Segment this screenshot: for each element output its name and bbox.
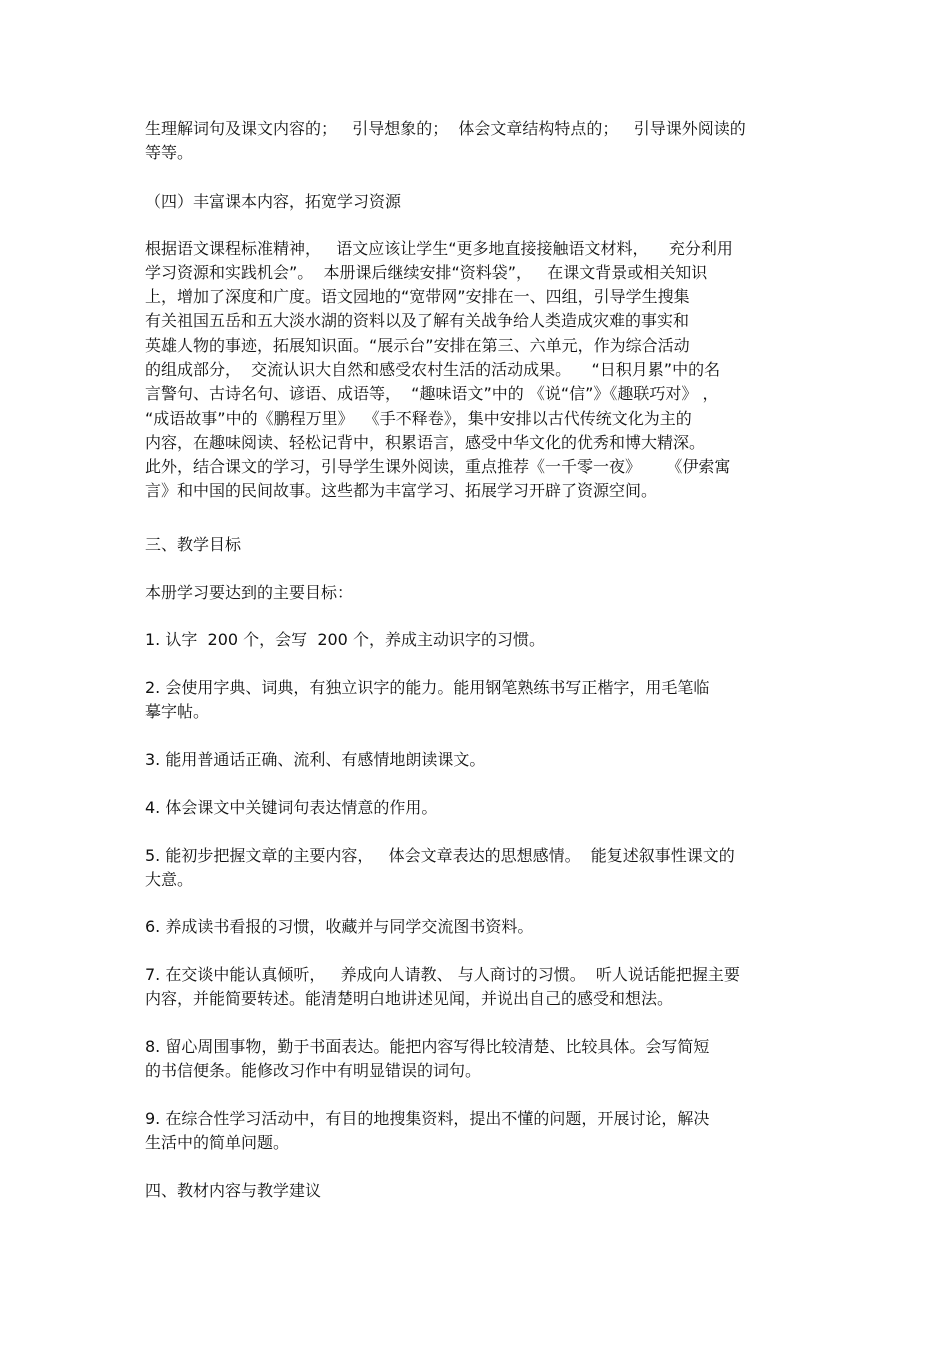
text-line: 此外，结合课文的学习，引导学生课外阅读，重点推荐《一千零一夜》 《伊索寓 <box>145 457 731 476</box>
goal-item: 2. 会使用字典、词典，有独立识字的能力。能用钢笔熟练书写正楷字，用毛笔临 <box>145 678 710 697</box>
text-line: 生理解词句及课文内容的； 引导想象的； 体会文章结构特点的； 引导课外阅读的 <box>145 119 746 138</box>
goal-item-cont: 生活中的简单问题。 <box>145 1133 290 1152</box>
goal-item: 4. 体会课文中关键词句表达情意的作用。 <box>145 798 438 817</box>
goal-item: 9. 在综合性学习活动中，有目的地搜集资料，提出不懂的问题，开展讨论，解决 <box>145 1109 710 1128</box>
goal-item: 7. 在交谈中能认真倾听， 养成向人请教、 与人商讨的习惯。 听人说话能把握主要 <box>145 965 740 984</box>
goal-item: 3. 能用普通话正确、流利、有感情地朗读课文。 <box>145 750 486 769</box>
text-line: 内容，在趣味阅读、轻松记背中，积累语言，感受中华文化的优秀和博大精深。 <box>145 433 706 452</box>
goal-item-cont: 内容，并能简要转述。能清楚明白地讲述见闻，并说出自己的感受和想法。 <box>145 989 674 1008</box>
text-line: “成语故事”中的《鹏程万里》 《手不释卷》，集中安排以古代传统文化为主的 <box>145 409 692 428</box>
text-line: 言警句、古诗名句、谚语、成语等， “趣味语文”中的 《说“信”》《趣联巧对》 ， <box>145 384 719 403</box>
goal-item: 1. 认字 200 个，会写 200 个，养成主动识字的习惯。 <box>145 630 545 649</box>
text-line: 本册学习要达到的主要目标： <box>145 583 354 602</box>
goal-item: 8. 留心周围事物，勤于书面表达。能把内容写得比较清楚、比较具体。会写简短 <box>145 1037 710 1056</box>
text-line: 学习资源和实践机会”。 本册课后继续安排“资料袋”， 在课文背景或相关知识 <box>145 263 708 282</box>
goal-item: 5. 能初步把握文章的主要内容， 体会文章表达的思想感情。 能复述叙事性课文的 <box>145 846 735 865</box>
text-line: 上，增加了深度和广度。语文园地的“宽带网”安排在一、四组，引导学生搜集 <box>145 287 690 306</box>
goal-item: 6. 养成读书看报的习惯，收藏并与同学交流图书资料。 <box>145 917 534 936</box>
goal-item-cont: 大意。 <box>145 870 194 889</box>
text-line: 言》和中国的民间故事。这些都为丰富学习、拓展学习开辟了资源空间。 <box>145 481 658 500</box>
section-heading: 四、教材内容与教学建议 <box>145 1181 322 1200</box>
text-line: 根据语文课程标准精神， 语文应该让学生“更多地直接接触语文材料， 充分利用 <box>145 239 733 258</box>
text-line: 有关祖国五岳和五大淡水湖的资料以及了解有关战争给人类造成灾难的事实和 <box>145 311 690 330</box>
goal-item-cont: 的书信便条。能修改习作中有明显错误的词句。 <box>145 1061 482 1080</box>
text-line: 的组成部分， 交流认识大自然和感受农村生活的活动成果。 “日积月累”中的名 <box>145 360 721 379</box>
text-line: 英雄人物的事迹，拓展知识面。“展示台”安排在第三、六单元，作为综合活动 <box>145 336 690 355</box>
section-heading: （四）丰富课本内容，拓宽学习资源 <box>145 192 402 211</box>
section-heading: 三、教学目标 <box>145 535 242 554</box>
goal-item-cont: 摹字帖。 <box>145 702 210 721</box>
text-line: 等等。 <box>145 143 194 162</box>
